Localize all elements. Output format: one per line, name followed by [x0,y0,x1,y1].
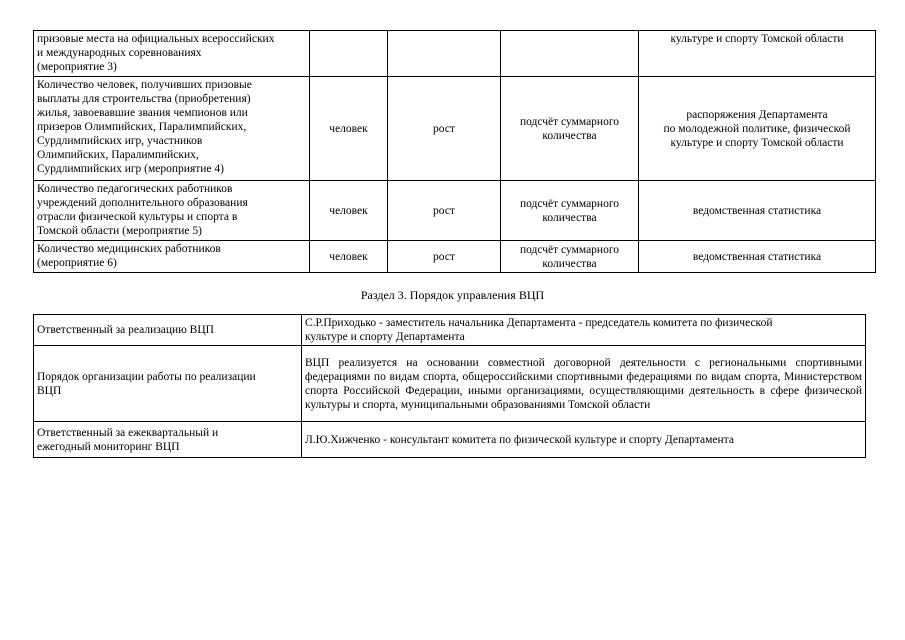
text-line: подсчёт суммарного [519,115,620,128]
indicator-row [34,241,876,273]
text-line: Порядок организации работы по реализации [37,370,256,383]
indicator-trend-cell: рост [388,181,501,241]
management-value-cell [302,315,866,346]
text-line: призеров Олимпийских, Паралимпийских, [37,121,247,133]
indicator-unit-cell: человек [310,241,388,273]
text-line: Количество педагогических работников [37,183,233,195]
text-line: жилья, завоевавшие звания чемпионов или [37,107,248,119]
text-line: С.Р.Приходько - заместитель начальника Департамента - председатель комитета по физической [305,317,773,329]
text-line: призовые места на официальных всероссийских [37,33,275,45]
indicator-trend-cell: рост [388,241,501,273]
management-row [34,315,866,346]
text-line: ВЦП [37,384,62,397]
text-line: количества [542,211,597,224]
indicator-source-cell [639,77,876,181]
text-line: учреждений дополнительного образования [37,197,248,209]
management-label-cell [34,315,302,346]
text-line: культуре и спорту Томской области [670,33,844,45]
indicator-source-cell [639,241,876,273]
text-line: ежегодный мониторинг ВЦП [37,440,180,453]
indicator-method-cell [501,77,639,181]
indicator-unit-cell [310,31,388,77]
text-line: ведомственная статистика [692,250,822,263]
text-line: Сурдлимпийских игр (мероприятие 4) [37,163,224,175]
management-table [33,314,866,458]
indicators-table-body [34,31,876,273]
management-value-cell [302,422,866,458]
management-row [34,422,866,458]
indicator-method-cell [501,241,639,273]
text-line: подсчёт суммарного [519,243,620,256]
text-line: (мероприятие 6) [37,257,117,269]
text-line: и международных соревнованиях [37,47,202,59]
text-line: Сурдлимпийских игр, участников [37,135,203,147]
text-line: Ответственный за реализацию ВЦП [37,324,214,336]
section-title: Раздел 3. Порядок управления ВЦП [360,288,545,302]
text-line: (мероприятие 3) [37,61,117,73]
indicator-name-cell [34,181,310,241]
text-line: культуре и спорту Департамента [305,331,465,343]
indicator-trend-cell [388,31,501,77]
text-line: отрасли физической культуры и спорта в [37,211,238,223]
indicator-row [34,181,876,241]
indicator-trend-cell: рост [388,77,501,181]
text-line: Ответственный за ежеквартальный и [37,426,219,439]
management-table-body [34,315,866,458]
text-line: ведомственная статистика [692,204,822,217]
text-line: количества [542,257,597,270]
management-row [34,346,866,422]
text-line: количества [542,129,597,142]
indicator-source-cell [639,31,876,77]
text-line: Л.Ю.Хижченко - консультант комитета по физической культуре и спорту Департамента [305,433,734,446]
text-line: по молодежной политике, физической [663,122,851,135]
text-line: Олимпийских, Паралимпийских, [37,149,199,161]
indicator-source-cell [639,181,876,241]
indicator-unit-cell: человек [310,77,388,181]
indicator-method-cell [501,31,639,77]
text-line: подсчёт суммарного [519,197,620,210]
text-line: распоряжения Департамента [686,108,828,121]
indicators-table [33,30,876,273]
management-label-cell [34,422,302,458]
indicator-name-cell [34,241,310,273]
indicator-name-cell [34,77,310,181]
text-line: культуре и спорту Томской области [670,136,844,149]
indicator-row [34,31,876,77]
indicator-method-cell [501,181,639,241]
indicator-unit-cell: человек [310,181,388,241]
indicator-row [34,77,876,181]
text-line: Томской области (мероприятие 5) [37,225,202,237]
management-value-cell: ВЦП реализуется на основании совместной договорной деятельности с региональными спортивными федерациями по видам спорта, общероссийскими спортивными федерациями по видам спорта, Министерством спорта Российской Федерации, иными организациями, осуществляющими деятельность в сфере физической культуры и спорта, муниципальными образованиями Томской области [302,346,866,422]
text-line: выплаты для строительства (приобретения) [37,93,251,105]
management-label-cell [34,346,302,422]
indicator-name-cell [34,31,310,77]
text-line: Количество человек, получивших призовые [37,79,252,91]
text-line: Количество медицинских работников [37,243,221,255]
